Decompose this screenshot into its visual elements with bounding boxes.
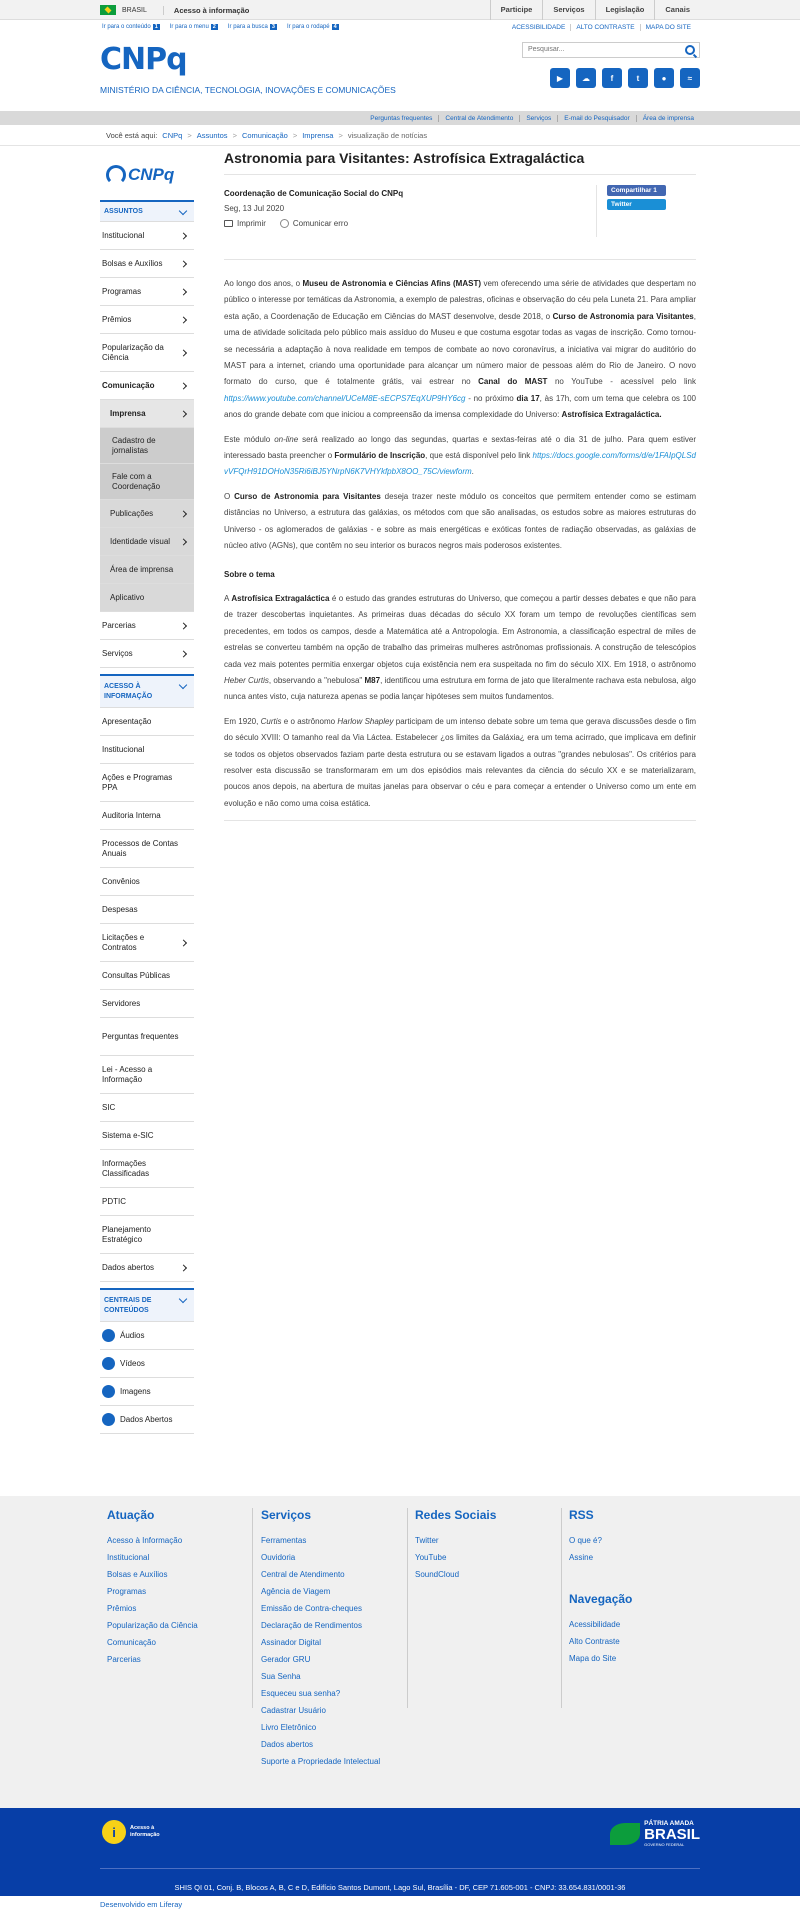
skip-to-footer-link[interactable]: Ir para o rodapé 4 [286,24,337,30]
sidebar-logo[interactable] [100,158,194,192]
acesso-informacao-link[interactable]: Acesso à informação [163,6,249,15]
sidebar-item-imprensa[interactable]: Imprensa [100,400,194,428]
youtube-channel-link[interactable]: https://www.youtube.com/channel/UCeM8E-sECPS7EqXUP9HY6cg [224,393,466,403]
services-bar [0,111,800,125]
site-tools [507,24,696,31]
divider [561,1508,562,1708]
chevron-right-icon [180,939,187,946]
sidebar-item-servidores[interactable]: Servidores [100,990,194,1018]
search-box [522,42,700,58]
paragraph: O Curso de Astronomia para Visitantes deseja trazer neste módulo os conceitos que permitem entender como se estimam distâncias no Universo, a estrutura das galáxias, os métodos com que são analisadas, os estudos sobre as maiores estruturas do Universo - os aglomerados de galáxias - e sobre as mais energéticas e exóticas fontes de radiação observadas, as galáxias de núcleo ativo (AGNs), que contêm no seu interior os buracos negros mais poderosos existentes. [224,491,696,551]
chevron-right-icon [180,260,187,267]
paragraph: Este módulo on-line será realizado ao longo das segundas, quartas e sextas-feiras até o dia 31 de julho. Para quem estiver interessado basta preencher o Formulário de Inscrição, que está disponível pelo link https://docs.google.com/forms/d/e/1FAIpQLSdvVFQrH91DOHoN35Ri6iBJ5YNrpN6K7VHYkfpbX8OO_75C/viewform. [224,434,696,477]
divider [0,145,800,146]
chevron-right-icon [180,510,187,517]
ministry-name: MINISTÉRIO DA CIÊNCIA, TECNOLOGIA, INOVAÇÕES E COMUNICAÇÕES [100,85,396,95]
sidebar-item-programas[interactable]: Programas [100,278,194,306]
sidebar-item-apresentacao[interactable]: Apresentação [100,708,194,736]
divider [252,1508,253,1708]
footer-heading: Navegação [569,1592,633,1606]
sidebar-item-imagens[interactable]: Imagens [100,1378,194,1406]
footer-link[interactable]: Prêmios [107,1604,137,1613]
govbar-link-servicos[interactable]: Serviços [542,0,594,20]
chevron-right-icon [180,650,187,657]
share-box [596,185,666,237]
sidebar-item-cadastro-jornalistas[interactable]: Cadastro de jornalistas [100,428,194,464]
govbar-link-canais[interactable]: Canais [654,0,700,20]
article-author: Coordenação de Comunicação Social do CNPq [224,189,404,198]
breadcrumb-separator: > [292,131,298,140]
sidebar-item-institucional-ai[interactable]: Institucional [100,736,194,764]
chevron-right-icon [180,538,187,545]
services-link-servicos[interactable]: Serviços [519,115,557,122]
article-meta [224,189,696,249]
footer-link[interactable]: Dados abertos [261,1740,314,1749]
search-icon[interactable] [685,45,695,55]
sidebar-item-audios[interactable]: Áudios [100,1322,194,1350]
footer-link[interactable]: Sua Senha [261,1672,301,1681]
flickr-icon[interactable]: ● [654,68,674,88]
sidebar-item-dados-abertos[interactable]: Dados abertos [100,1254,194,1282]
brasil-link[interactable]: BRASIL [122,6,147,14]
section-header-assuntos[interactable]: ASSUNTOS [100,200,194,222]
footer-link[interactable]: Assinador Digital [261,1638,322,1647]
footer-link[interactable]: Central de Atendimento [261,1570,345,1579]
paragraph: Ao longo dos anos, o Museu de Astronomia e Ciências Afins (MAST) vem oferecendo uma série de atividades que despertam no público o interesse por temáticas da Astronomia, a exemplo de palestras, oficinas e observação do céu pela Luneta 21. Para ampliar esta ação, a Coordenação de Educação em Ciências do MAST desenvolve, desde 2018, o Curso de Astronomia para Visitantes, uma de atividade solicitada pelo público mais assíduo do Museu e que costuma esgotar todas as vagas de inscrição. Como tornou-se necessária a adaptação à nova realidade em tempos de combate ao novo coronavírus, a iniciativa vai migrar do auditório do MAST para a internet, criando uma oportunidade para alcançar um número maior de pessoas além do Rio de Janeiro. O novo formato do curso, que é totalmente grátis, vai estrear no Canal do MAST no YouTube - acessível pelo link https://www.youtube.com/channel/UCeM8E-sECPS7EqXUP9HY6cg - no próximo dia 17, às 17h, com um tema que celebra os 100 anos do grande debate com que iniciou a compreensão da imensa complexidade do Universo: Astrofísica Extragaláctica. [224,279,696,420]
acesso-informacao-badge[interactable] [102,1820,164,1844]
footer-heading: Serviços [261,1508,312,1522]
footer-col-redes [415,1508,496,1583]
liferay-link[interactable]: Desenvolvido em Liferay [100,1900,183,1909]
footer-link[interactable]: Acesso à Informação [107,1536,183,1545]
sidebar-item-dados-abertos-central[interactable]: Dados Abertos [100,1406,194,1434]
sidebar-item-identidade-visual[interactable]: Identidade visual [100,528,194,556]
section-header-centrais[interactable]: CENTRAIS DE CONTEÚDOS [100,1288,194,1322]
page-title: Astronomia para Visitantes: Astrofísica Extragaláctica [224,150,585,166]
divider [224,259,696,260]
youtube-icon[interactable]: ▶ [550,68,570,88]
chevron-right-icon [180,410,187,417]
footer-heading: Atuação [107,1508,155,1522]
sidebar-item-servicos[interactable]: Serviços [100,640,194,668]
services-link-perguntas[interactable]: Perguntas frequentes [370,114,433,122]
sidebar-item-fale-coordenacao[interactable]: Fale com a Coordenação [100,464,194,500]
rss-icon[interactable]: ≈ [680,68,700,88]
footer-link[interactable]: Institucional [107,1553,150,1562]
patria-amada-brasil-logo [610,1820,700,1847]
footer-link[interactable]: Twitter [415,1536,439,1545]
sidebar-item-despesas[interactable]: Despesas [100,896,194,924]
social-icons [550,68,700,88]
breadcrumb-separator: > [187,131,192,140]
video-icon [102,1357,115,1370]
breadcrumb-item[interactable]: CNPq [162,131,183,140]
sidebar-item-sic[interactable]: SIC [100,1094,194,1122]
services-link-imprensa[interactable]: Área de imprensa [636,115,700,122]
data-icon [102,1413,115,1426]
sidebar-logo-text: CNPq [128,165,175,184]
sidebar-item-acoes-ppa[interactable]: Ações e Programas PPA [100,764,194,802]
divider [100,1868,700,1869]
chevron-down-icon [179,681,187,689]
breadcrumb [106,131,427,140]
twitter-share-button[interactable]: Twitter [607,199,666,210]
search-input[interactable] [523,43,673,56]
footer-link[interactable]: Gerador GRU [261,1655,311,1664]
plus-circle-icon [280,219,289,228]
chevron-down-icon [179,1295,187,1303]
report-error-button[interactable]: Comunicar erro [280,219,348,228]
divider [224,174,696,175]
breadcrumb-separator: > [338,131,343,140]
sidebar-item-parcerias[interactable]: Parcerias [100,612,194,640]
footer-link[interactable]: YouTube [415,1553,447,1562]
chevron-right-icon [180,1264,187,1271]
print-button[interactable]: Imprimir [224,219,266,228]
footer-link[interactable]: Agência de Viagem [261,1587,331,1596]
camera-icon [102,1385,115,1398]
footer-link[interactable]: Declaração de Rendimentos [261,1621,362,1630]
audio-icon [102,1329,115,1342]
footer-link[interactable]: Cadastrar Usuário [261,1706,326,1715]
acesso-badge-text: Acesso à informação [130,1825,160,1838]
footer-link[interactable]: Ouvidoria [261,1553,296,1562]
printer-icon [224,220,233,227]
breadcrumb-current: visualização de notícias [347,131,428,140]
sidebar-item-bolsas[interactable]: Bolsas e Auxílios [100,250,194,278]
footer-link[interactable]: Comunicação [107,1638,156,1647]
alto-contraste-link[interactable]: ALTO CONTRASTE [570,24,639,31]
footer-link[interactable]: Programas [107,1587,147,1596]
services-link-central[interactable]: Central de Atendimento [438,115,519,122]
soundcloud-icon[interactable]: ☁ [576,68,596,88]
footer-link[interactable]: O que é? [569,1536,602,1545]
accessibility-skip-links [102,24,339,30]
sidebar-item-popularizacao[interactable]: Popularização da Ciência [100,334,194,372]
sidebar-item-auditoria[interactable]: Auditoria Interna [100,802,194,830]
facebook-icon[interactable]: f [602,68,622,88]
form-link[interactable]: https://docs.google.com/forms/d/e/1FAIpQLSdvVFQrH91DOHoN35Ri6iBJ5YNrpN6K7VHYkfpbX8OO_75C/viewform [224,451,696,477]
chevron-right-icon [180,349,187,356]
chevron-right-icon [180,316,187,323]
sidebar-item-pdtic[interactable]: PDTIC [100,1188,194,1216]
footer-link[interactable]: Ferramentas [261,1536,307,1545]
breadcrumb-label: Você está aqui: [106,131,158,140]
footer-link[interactable]: Esqueceu sua senha? [261,1689,341,1698]
footer-link[interactable]: Popularização da Ciência [107,1621,198,1630]
footer-link[interactable]: Alto Contraste [569,1637,620,1646]
skip-to-menu-link[interactable]: Ir para o menu 2 [169,24,216,30]
sidebar-item-esic[interactable]: Sistema e-SIC [100,1122,194,1150]
footer-link[interactable]: Assine [569,1553,594,1562]
divider [224,820,696,821]
sidebar [100,158,194,1434]
sidebar-item-planejamento[interactable]: Planejamento Estratégico [100,1216,194,1254]
twitter-icon[interactable]: t [628,68,648,88]
main-content [224,150,696,821]
govbar-link-participe[interactable]: Participe [490,0,543,20]
sidebar-item-convenios[interactable]: Convênios [100,868,194,896]
footer-link[interactable]: Mapa do Site [569,1654,617,1663]
footer-heading: RSS [569,1508,594,1522]
mapa-do-site-link[interactable]: MAPA DO SITE [640,24,696,31]
cnpq-logo-icon [106,165,126,185]
breadcrumb-item[interactable]: Comunicação [241,131,288,140]
footer-col-atuacao [107,1508,198,1668]
info-icon: i [102,1820,126,1844]
footer-link[interactable]: Bolsas e Auxílios [107,1570,168,1579]
footer-col-rss [569,1508,602,1566]
site-logo[interactable]: CNPq [100,42,187,77]
sidebar-item-comunicacao[interactable]: Comunicação [100,372,194,400]
paragraph: Em 1920, Curtis e o astrônomo Harlow Shapley participam de um intenso debate sobre um tema que gerava discussões desde o fim do século XVIII: O tamanho real da Via Láctea. Estabelecer ¿os limites da Galáxia¿ era um tema acirrado, que implicava em definir se todos os objetos observados faziam parte desta estrutura ou se estavam ligados a outras "grandes nebulosas". Os critérios para resolver esta discussão se transformaram em um dos episódios mais relevantes da ciência do século XX e se materializaram, poucos anos depois, na abertura de muitas janelas para observar o céu e para começar a entender o Universo como um ente em evolução e não como uma coisa estática. [224,716,696,808]
patria-top-text: PÁTRIA AMADA [644,1820,694,1827]
footer-link[interactable]: Livro Eletrônico [261,1723,317,1732]
breadcrumb-separator: > [232,131,237,140]
paragraph: A Astrofísica Extragaláctica é o estudo das grandes estruturas do Universo, que começou a partir desses debates e que não para de trazer descobertas inquietantes. As primeiras duas décadas do século XX foram um tempo de revoluções científicas sem precedentes, em todos os campos, desde a Matemática até a Antropologia. Em Astronomia, a classificação espectral de miles de estrelas se converteu também na opção de trabalho das primeiras mulheres astrônomas profissionais. A construção de telescópios cada vez mais potentes permitia enxergar objetos cuja existência nem era suspeitada no fim do século XIX. Em 1918, o astrônomo Heber Curtis, observando a "nebulosa" M87, identificou uma estrutura em forma de jato que literalmente rachava esta nebulosa, algo nunca antes visto, cuja natureza apenas se podia lançar hipóteses sem muitos fundamentos. [224,593,697,702]
patria-brasil-text: BRASIL [644,1826,700,1843]
article-date: Seg, 13 Jul 2020 [224,204,285,213]
footer-col-servicos [261,1508,381,1770]
footer-link[interactable]: SoundCloud [415,1570,460,1579]
site-header [0,20,800,111]
footer-link[interactable]: Acessibilidade [569,1620,621,1629]
facebook-share-button[interactable]: Compartilhar 1 [607,185,666,196]
services-link-email[interactable]: E-mail do Pesquisador [557,115,635,122]
sidebar-item-lei-acesso[interactable]: Lei - Acesso a Informação [100,1056,194,1094]
brazil-flag-icon [100,5,116,15]
footer-link[interactable]: Parcerias [107,1655,141,1664]
sidebar-item-classificadas[interactable]: Informações Classificadas [100,1150,194,1188]
sidebar-item-videos[interactable]: Vídeos [100,1350,194,1378]
acessibilidade-link[interactable]: ACESSIBILIDADE [511,24,566,31]
section-subheading: Sobre o tema [224,569,275,579]
footer-col-navegacao [569,1592,632,1667]
chevron-down-icon [179,207,187,215]
site-footer [0,1496,800,1808]
footer-address: SHIS QI 01, Conj. B, Blocos A, B, C e D, Edifício Santos Dumont, Lago Sul, Brasília - DF, CEP 71.605-001 - CNPJ: 33.654.831/0001-36 [174,1883,626,1892]
sidebar-item-publicacoes[interactable]: Publicações [100,500,194,528]
govbar-link-legislacao[interactable]: Legislação [595,0,655,20]
breadcrumb-item[interactable]: Assuntos [196,131,228,140]
sidebar-item-aplicativo[interactable]: Aplicativo [100,584,194,612]
article-body [224,276,696,812]
footer-link[interactable]: Suporte a Propriedade Intelectual [261,1757,381,1766]
sidebar-item-institucional[interactable]: Institucional [100,222,194,250]
skip-to-content-link[interactable]: Ir para o conteúdo 1 [102,24,158,30]
divider [407,1508,408,1708]
sidebar-item-perguntas[interactable]: Perguntas frequentes [100,1018,194,1056]
sidebar-item-area-imprensa[interactable]: Área de imprensa [100,556,194,584]
chevron-right-icon [180,382,187,389]
sidebar-item-contas-anuais[interactable]: Processos de Contas Anuais [100,830,194,868]
footer-heading: Redes Sociais [415,1508,497,1522]
skip-to-search-link[interactable]: Ir para a busca 3 [227,24,275,30]
chevron-right-icon [180,622,187,629]
gov-top-bar [0,0,800,20]
breadcrumb-item[interactable]: Imprensa [302,131,334,140]
sidebar-item-premios[interactable]: Prêmios [100,306,194,334]
chevron-right-icon [180,288,187,295]
brasil-swoosh-icon [610,1823,640,1845]
sidebar-item-licitacoes[interactable]: Licitações e Contratos [100,924,194,962]
footer-link[interactable]: Emissão de Contra-cheques [261,1604,362,1613]
patria-sub-text: GOVERNO FEDERAL [644,1842,685,1847]
section-header-acesso[interactable]: ACESSO À INFORMAÇÃO [100,674,194,708]
chevron-right-icon [180,232,187,239]
sidebar-item-consultas[interactable]: Consultas Públicas [100,962,194,990]
